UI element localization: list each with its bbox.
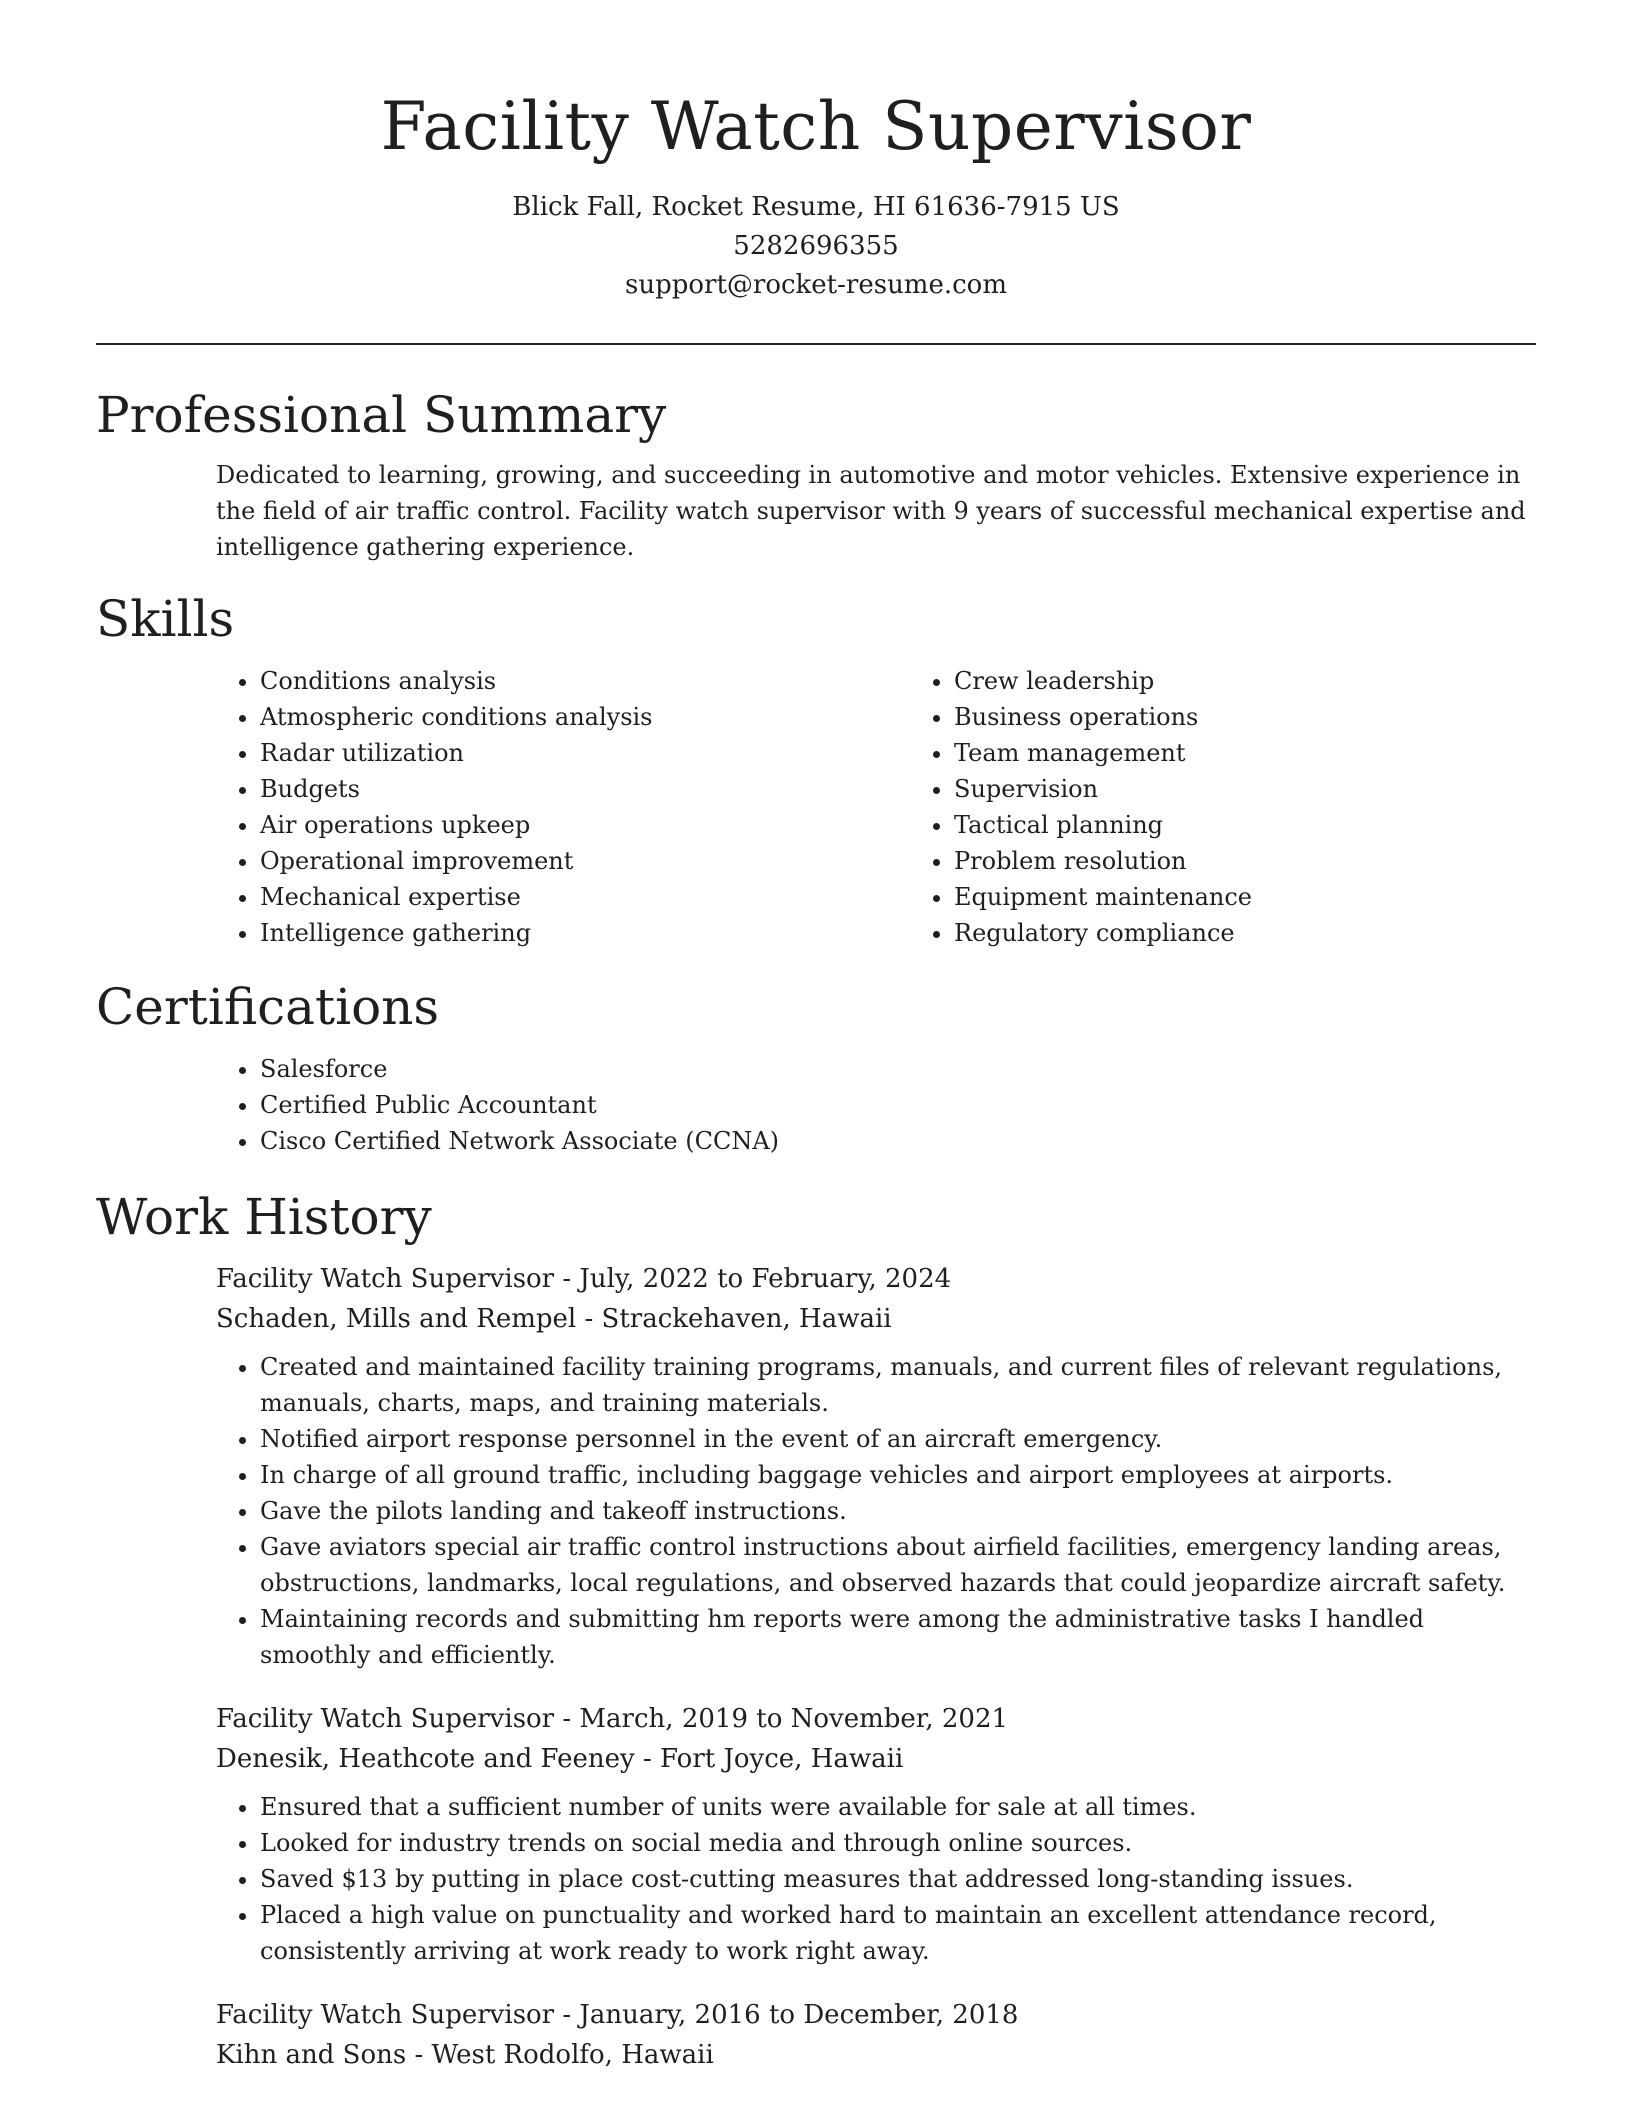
job-entry bbox=[96, 1699, 1536, 1969]
certifications-list bbox=[216, 1051, 1536, 1159]
skill-item: • Team management bbox=[954, 735, 1604, 771]
work-history-section bbox=[96, 1187, 1536, 2075]
job-duty: • Notified airport response personnel in the event of an aircraft emergency. bbox=[260, 1421, 1536, 1457]
skill-item: • Crew leadership bbox=[954, 663, 1604, 699]
job-company-line: Schaden, Mills and Rempel - Strackehaven, Hawaii bbox=[216, 1304, 892, 1334]
job-title-line: Facility Watch Supervisor - March, 2019 to November, 2021 bbox=[216, 1704, 1009, 1734]
summary-section bbox=[96, 385, 1536, 565]
job-duty: • Saved $13 by putting in place cost-cutting measures that addressed long-standing issues. bbox=[260, 1861, 1536, 1897]
job-duty: • Gave aviators special air traffic control instructions about airfield facilities, emergency landing areas, obstructions, landmarks, local regulations, and observed hazards that could jeopardize aircraft safety. bbox=[260, 1529, 1536, 1601]
summary-heading: Professional Summary bbox=[96, 386, 667, 444]
job-duties-list bbox=[216, 1349, 1536, 1673]
job-duty: • Maintaining records and submitting hm reports were among the administrative tasks I handled smoothly and efficiently. bbox=[260, 1601, 1536, 1673]
skill-item: • Operational improvement bbox=[260, 843, 910, 879]
skills-list-left bbox=[216, 663, 910, 951]
skill-item: • Mechanical expertise bbox=[260, 879, 910, 915]
job-duty: • In charge of all ground traffic, including baggage vehicles and airport employees at airports. bbox=[260, 1457, 1536, 1493]
skill-item: • Regulatory compliance bbox=[954, 915, 1604, 951]
skill-item: • Air operations upkeep bbox=[260, 807, 910, 843]
skill-item: • Problem resolution bbox=[954, 843, 1604, 879]
skill-item: • Tactical planning bbox=[954, 807, 1604, 843]
job-company-line: Denesik, Heathcote and Feeney - Fort Joyce, Hawaii bbox=[216, 1744, 904, 1774]
header-divider bbox=[96, 343, 1536, 345]
job-duty: • Created and maintained facility training programs, manuals, and current files of relevant regulations, manuals, charts, maps, and training materials. bbox=[260, 1349, 1536, 1421]
skills-list-right bbox=[910, 663, 1604, 951]
job-duty: • Placed a high value on punctuality and worked hard to maintain an excellent attendance record, consistently arriving at work ready to work right away. bbox=[260, 1897, 1536, 1969]
skill-item: • Intelligence gathering bbox=[260, 915, 910, 951]
certifications-section bbox=[96, 977, 1536, 1159]
summary-text: Dedicated to learning, growing, and succeeding in automotive and motor vehicles. Extensive experience in the field of air traffic control. Facility watch supervisor with 9 years of successful mechanical expertise and intelligence gathering experience. bbox=[216, 461, 1526, 561]
job-title-line: Facility Watch Supervisor - January, 2016 to December, 2018 bbox=[216, 2000, 1019, 2030]
certification-item: • Cisco Certified Network Associate (CCNA) bbox=[260, 1123, 1536, 1159]
job-duty: • Ensured that a sufficient number of units were available for sale at all times. bbox=[260, 1789, 1536, 1825]
job-duty: • Gave the pilots landing and takeoff instructions. bbox=[260, 1493, 1536, 1529]
contact-email: support@rocket-resume.com bbox=[624, 270, 1007, 300]
skill-item: • Budgets bbox=[260, 771, 910, 807]
skills-heading: Skills bbox=[96, 590, 235, 648]
skills-columns bbox=[96, 663, 1536, 951]
skill-item: • Radar utilization bbox=[260, 735, 910, 771]
candidate-name: Facility Watch Supervisor bbox=[380, 88, 1252, 165]
work-history-heading: Work History bbox=[96, 1188, 432, 1246]
skills-section bbox=[96, 589, 1536, 951]
certification-item: • Salesforce bbox=[260, 1051, 1536, 1087]
job-duty: • Looked for industry trends on social media and through online sources. bbox=[260, 1825, 1536, 1861]
certifications-block bbox=[96, 1051, 1536, 1159]
skill-item: • Conditions analysis bbox=[260, 663, 910, 699]
job-entry bbox=[96, 1259, 1536, 1673]
job-entry bbox=[96, 1995, 1536, 2075]
job-title-line: Facility Watch Supervisor - July, 2022 to February, 2024 bbox=[216, 1264, 952, 1294]
job-duties-list bbox=[216, 1789, 1536, 1969]
contact-address: Blick Fall, Rocket Resume, HI 61636-7915 US bbox=[512, 192, 1120, 222]
skill-item: • Atmospheric conditions analysis bbox=[260, 699, 910, 735]
skill-item: • Business operations bbox=[954, 699, 1604, 735]
contact-phone: 5282696355 bbox=[733, 231, 899, 261]
certification-item: • Certified Public Accountant bbox=[260, 1087, 1536, 1123]
skill-item: • Supervision bbox=[954, 771, 1604, 807]
job-company-line: Kihn and Sons - West Rodolfo, Hawaii bbox=[216, 2040, 714, 2070]
resume-header bbox=[96, 82, 1536, 305]
certifications-heading: Certifications bbox=[96, 978, 440, 1036]
skill-item: • Equipment maintenance bbox=[954, 879, 1604, 915]
